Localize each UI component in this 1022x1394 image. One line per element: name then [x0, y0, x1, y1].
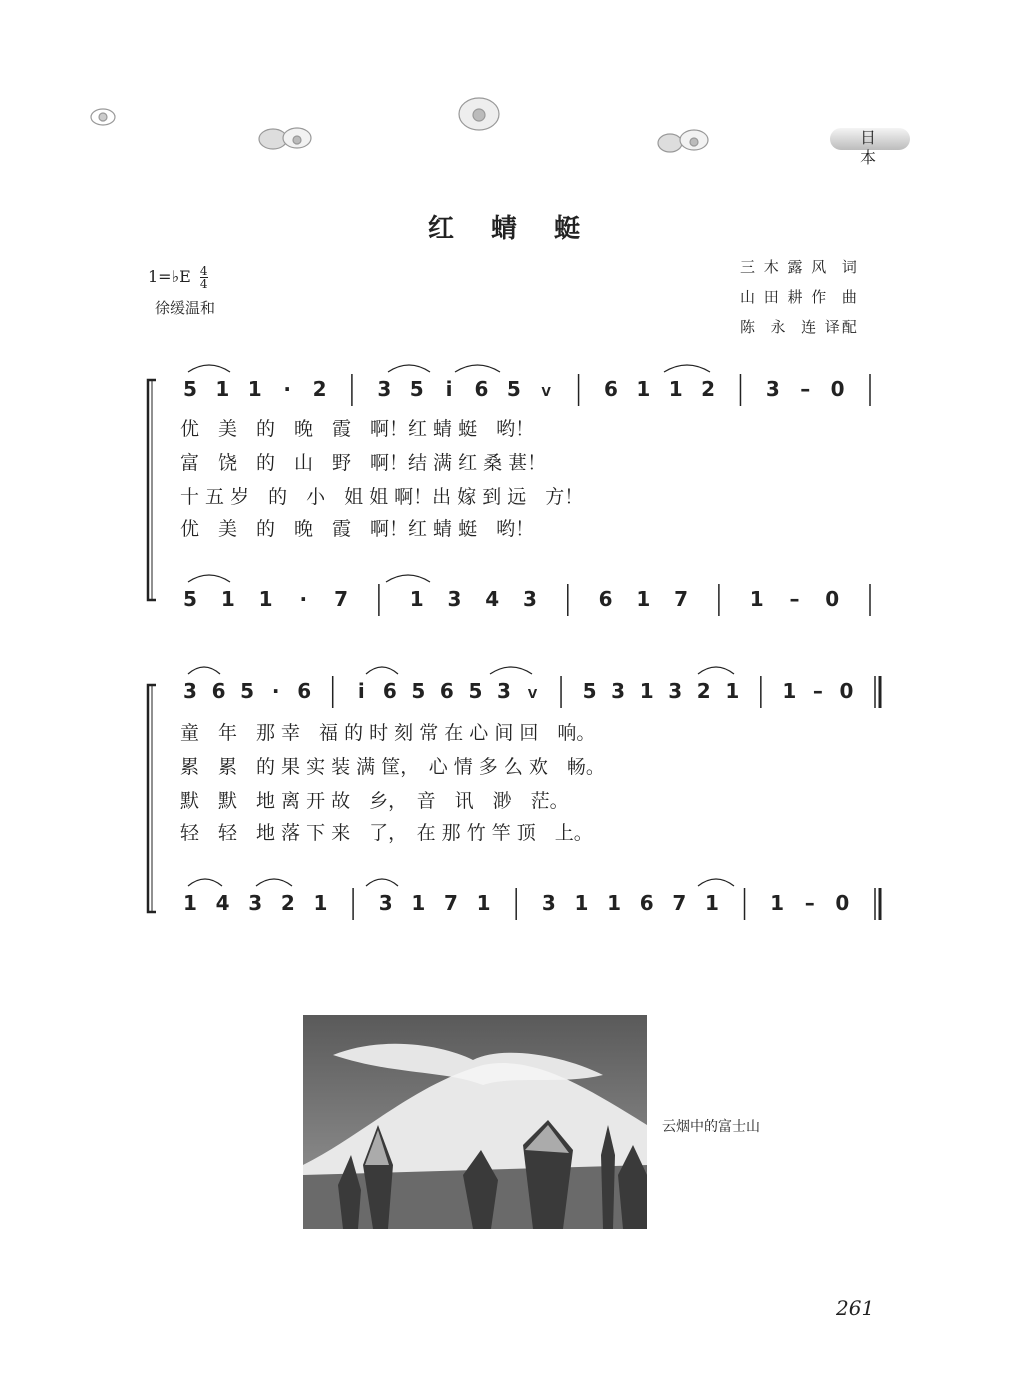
note: 5 [582, 679, 597, 703]
composer-credit: 山 田 耕 作 曲 [740, 288, 859, 306]
note: · [271, 679, 280, 703]
slur [664, 365, 710, 372]
note: 4 [485, 587, 500, 611]
note: 7 [672, 891, 687, 915]
note: 0 [830, 377, 845, 401]
slur [698, 879, 734, 886]
time-top: 4 [199, 264, 208, 278]
note: 6 [603, 377, 618, 401]
note: 1 [668, 377, 683, 401]
note: 6 [211, 679, 226, 703]
note: 1 [313, 891, 328, 915]
note: 5 [411, 679, 426, 703]
key-label: 1=♭E [148, 267, 191, 286]
note: 1 [704, 891, 719, 915]
slur [698, 667, 734, 674]
note: 6 [439, 679, 454, 703]
lyric-line: 富 饶 的 山 野 啊！结 满 红 桑 葚！ [180, 452, 547, 474]
song-title: 红 蜻 蜓 [427, 214, 595, 244]
page-number: 261 [836, 1296, 875, 1320]
slur [455, 365, 500, 372]
arranger-credit: 陈 永 连 译配 [740, 318, 859, 336]
note: 6 [639, 891, 654, 915]
note: 5 [183, 377, 197, 401]
note: 1 [409, 587, 424, 611]
note: 3 [523, 587, 537, 611]
lyricist-credit: 三 木 露 风 词 [740, 258, 859, 276]
slur [386, 575, 430, 582]
note: 0 [839, 679, 854, 703]
note: 2 [696, 679, 711, 703]
note: 7 [334, 587, 349, 611]
lyric-line: 童 年 那 幸 福 的 时 刻 常 在 心 间 回 响。 [180, 722, 596, 744]
note: 1 [636, 587, 651, 611]
note: 1 [220, 587, 235, 611]
slur [366, 879, 398, 886]
lyric-line: 默 默 地 离 开 故 乡， 音 讯 渺 茫。 [180, 790, 569, 812]
note: 1 [782, 679, 797, 703]
note: 1 [247, 377, 262, 401]
note: · [299, 587, 308, 611]
note: 1 [749, 587, 764, 611]
note: · [283, 377, 291, 401]
note: 1 [411, 891, 426, 915]
note: – [812, 679, 823, 703]
note: 1 [607, 891, 622, 915]
note: – [804, 891, 815, 915]
note: ᐯ [541, 385, 551, 399]
note: 5 [506, 377, 521, 401]
note: 7 [443, 891, 458, 915]
note: 6 [598, 587, 613, 611]
slur [188, 575, 230, 582]
time-bottom: 4 [199, 277, 208, 291]
note: 1 [215, 377, 230, 401]
slur [188, 365, 230, 372]
note: i [445, 377, 453, 401]
slur [188, 667, 220, 674]
note: 3 [541, 891, 556, 915]
note: 3 [377, 377, 392, 401]
note: 5 [240, 679, 255, 703]
slur [490, 667, 532, 674]
note: 1 [639, 679, 654, 703]
region-label: 日 本 [859, 128, 890, 167]
note: 2 [312, 377, 327, 401]
note: 3 [668, 679, 683, 703]
note: 7 [674, 587, 689, 611]
lyric-line: 轻 轻 地 落 下 来 了， 在 那 竹 竿 顶 上。 [180, 822, 593, 844]
slur [188, 879, 222, 886]
note: 1 [770, 891, 785, 915]
note: 5 [183, 587, 197, 611]
note: 5 [409, 377, 424, 401]
note: 3 [611, 679, 626, 703]
note: 3 [765, 377, 780, 401]
note: 1 [636, 377, 651, 401]
note: – [789, 587, 800, 611]
note: 3 [248, 891, 263, 915]
note: 1 [258, 587, 273, 611]
note: 4 [215, 891, 230, 915]
note: 6 [474, 377, 489, 401]
note: 0 [835, 891, 850, 915]
lyric-line: 累 累 的 果 实 装 满 筐， 心 情 多 么 欢 畅。 [180, 756, 605, 778]
lyric-line: 优 美 的 晚 霞 啊！红 蜻 蜓 哟！ [180, 518, 535, 540]
note: 6 [382, 679, 397, 703]
slur [256, 879, 292, 886]
slur [388, 365, 430, 372]
note: ᐯ [527, 687, 538, 701]
note: 0 [825, 587, 840, 611]
lyric-line: 十 五 岁 的 小 姐 姐 啊！出 嫁 到 远 方！ [180, 486, 584, 508]
mount-fuji-photo [303, 1015, 647, 1229]
note: 1 [476, 891, 491, 915]
note: i [357, 679, 365, 703]
photo-caption: 云烟中的富士山 [662, 1119, 760, 1135]
note: 3 [447, 587, 462, 611]
note: 1 [183, 891, 197, 915]
note: 3 [183, 679, 197, 703]
note: 5 [468, 679, 483, 703]
slur [366, 667, 398, 674]
tempo-marking: 徐缓温和 [155, 299, 216, 317]
note: 1 [725, 679, 740, 703]
note: 3 [378, 891, 393, 915]
note: 6 [297, 679, 312, 703]
lyric-line: 优 美 的 晚 霞 啊！红 蜻 蜓 哟！ [180, 418, 535, 440]
note: 1 [574, 891, 589, 915]
note: 3 [496, 679, 511, 703]
note: 2 [701, 377, 716, 401]
note: – [800, 377, 811, 401]
note: 2 [280, 891, 295, 915]
